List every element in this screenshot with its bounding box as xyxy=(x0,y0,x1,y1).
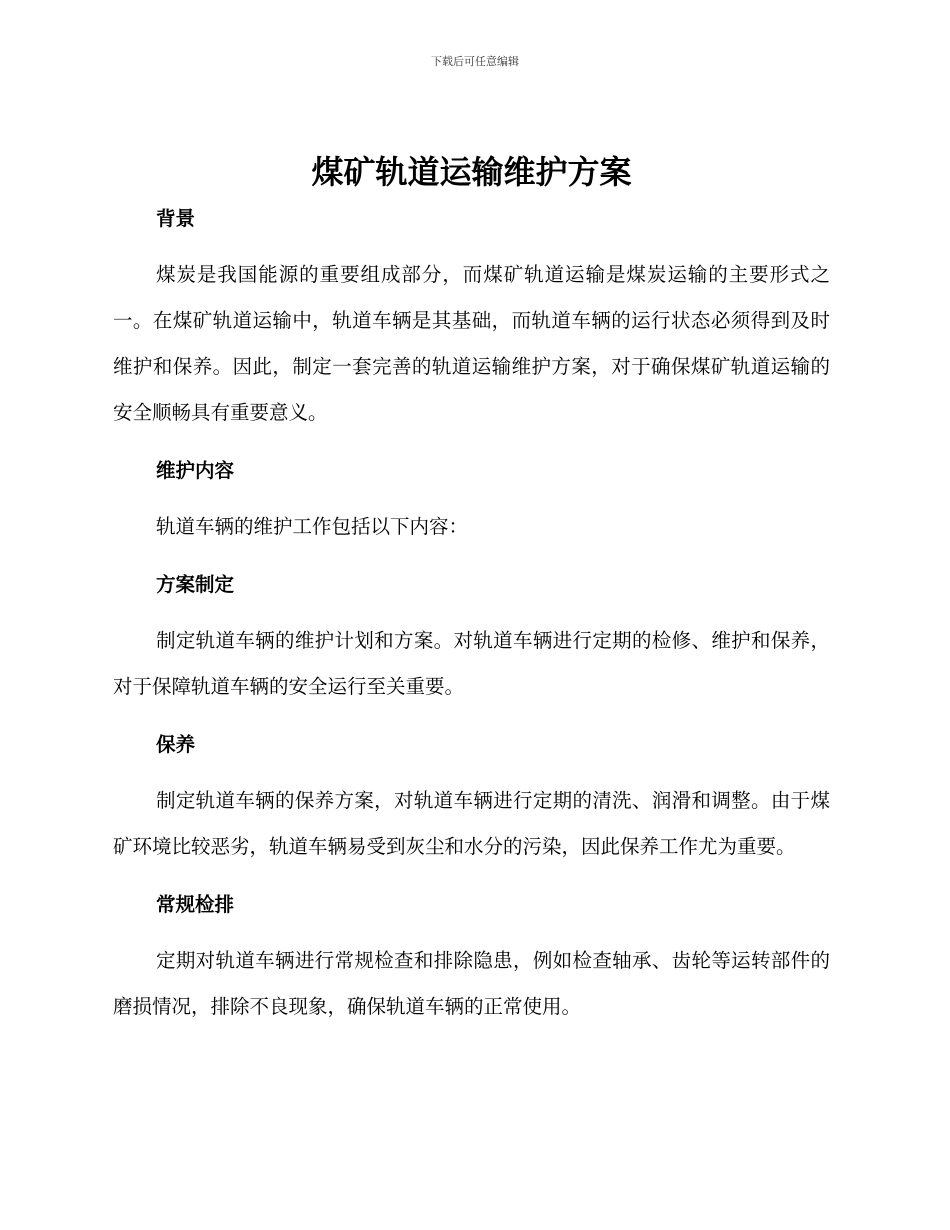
document-body xyxy=(113,148,830,1030)
spacer xyxy=(113,608,830,618)
section-heading-plan: 方案制定 xyxy=(156,573,235,596)
section-paragraph-plan: 制定轨道车辆的维护计划和方案。对轨道车辆进行定期的检修、维护和保养，对于保障轨道车辆的安全运行至关重要。 xyxy=(113,629,830,698)
spacer xyxy=(113,436,830,448)
spacer xyxy=(113,494,830,504)
section-heading-routine-inspection: 常规检排 xyxy=(156,893,235,916)
section-heading-upkeep: 保养 xyxy=(156,733,196,756)
spacer xyxy=(113,928,830,938)
spacer xyxy=(113,710,830,722)
spacer xyxy=(113,768,830,778)
section-heading-maintenance-content: 维护内容 xyxy=(156,459,235,482)
spacer xyxy=(113,550,830,562)
section-paragraph-maintenance-content: 轨道车辆的维护工作包括以下内容： xyxy=(156,515,469,538)
header-note: 下载后可任意编辑 xyxy=(431,55,519,68)
document-title: 煤矿轨道运输维护方案 xyxy=(311,153,632,191)
spacer xyxy=(113,242,830,252)
section-paragraph-upkeep: 制定轨道车辆的保养方案，对轨道车辆进行定期的清洗、润滑和调整。由于煤矿环境比较恶劣，轨道车辆易受到灰尘和水分的污染，因此保养工作尤为重要。 xyxy=(113,789,830,858)
section-paragraph-background: 煤炭是我国能源的重要组成部分，而煤矿轨道运输是煤炭运输的主要形式之一。在煤矿轨道运输中，轨道车辆是其基础，而轨道车辆的运行状态必须得到及时维护和保养。因此，制定一套完善的轨道运输维护方案，对于确保煤矿轨道运输的安全顺畅具有重要意义。 xyxy=(113,263,830,424)
section-paragraph-routine-inspection: 定期对轨道车辆进行常规检查和排除隐患，例如检查轴承、齿轮等运转部件的磨损情况，排除不良现象，确保轨道车辆的正常使用。 xyxy=(113,949,830,1018)
section-heading-background: 背景 xyxy=(156,207,196,230)
spacer xyxy=(113,870,830,882)
